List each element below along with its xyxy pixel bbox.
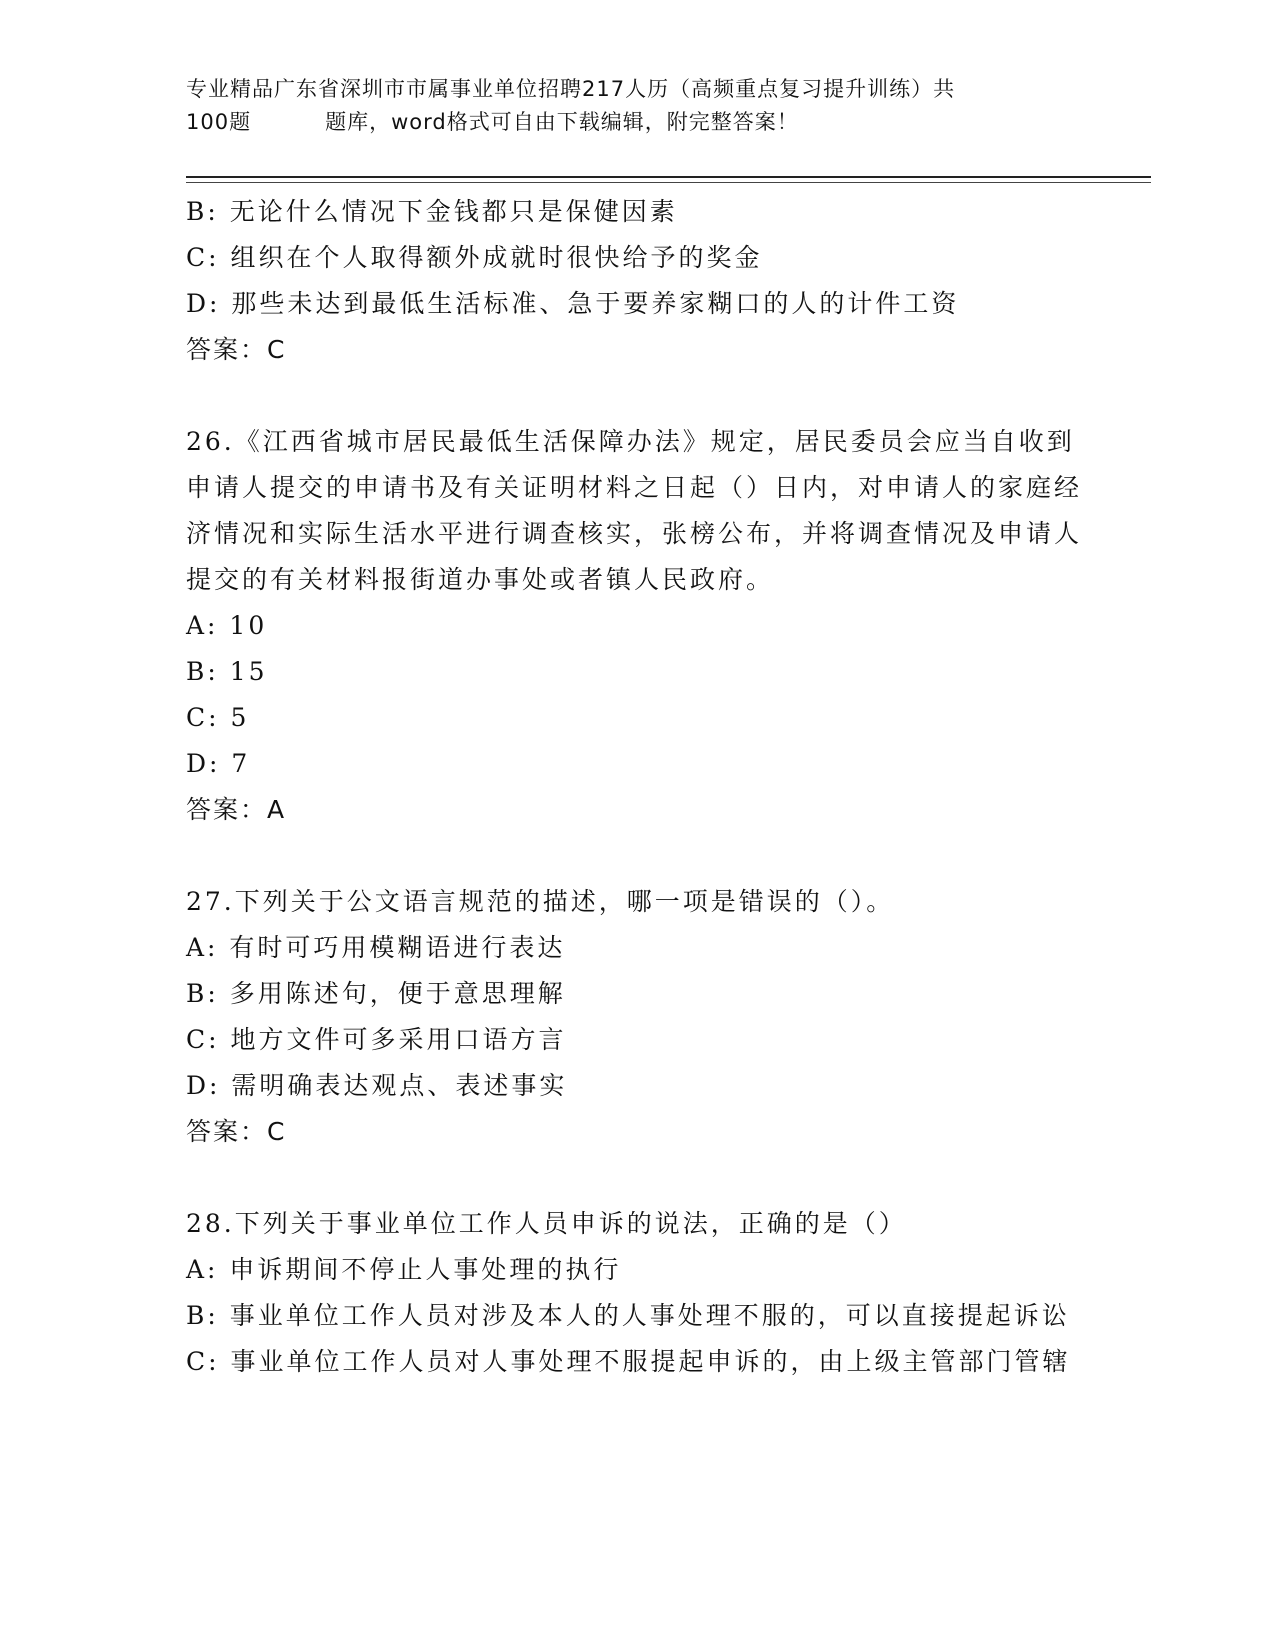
option-c: C: 5 [186, 703, 250, 732]
question-stem: 28.下列关于事业单位工作人员申诉的说法，正确的是（） [186, 1209, 907, 1238]
question-27 [186, 879, 1086, 1155]
header-rule-thick [186, 176, 1151, 178]
answer: 答案：C [186, 1117, 287, 1146]
option-d: D: 7 [186, 749, 251, 778]
question-25-tail [186, 189, 1086, 373]
question-26 [186, 419, 1086, 833]
option-a: A: 10 [186, 611, 268, 640]
header-line-2 [186, 106, 1066, 139]
question-stem: 27.下列关于公文语言规范的描述，哪一项是错误的（）。 [186, 887, 895, 916]
option-b: B: 无论什么情况下金钱都只是保健因素 [186, 197, 678, 226]
option-d: D: 那些未达到最低生活标准、急于要养家糊口的人的计件工资 [186, 289, 960, 318]
header-rule-thin [186, 182, 1151, 183]
option-b: B: 事业单位工作人员对涉及本人的人事处理不服的，可以直接提起诉讼 [186, 1301, 1070, 1330]
option-c: C: 地方文件可多采用口语方言 [186, 1025, 567, 1054]
header-line-1: 专业精品广东省深圳市市属事业单位招聘217人历（高频重点复习提升训练）共 [186, 77, 956, 101]
option-d: D: 需明确表达观点、表述事实 [186, 1071, 568, 1100]
answer: 答案：A [186, 795, 287, 824]
document-header [186, 73, 1066, 139]
option-a: A: 有时可巧用模糊语进行表达 [186, 933, 566, 962]
question-stem: 26.《江西省城市居民最低生活保障办法》规定，居民委员会应当自收到申请人提交的申请书及有关证明材料之日起（）日内，对申请人的家庭经济情况和实际生活水平进行调查核实，张榜公布，并将调查情况及申请人提交的有关材料报街道办事处或者镇人民政府。 [186, 427, 1083, 594]
option-b: B: 15 [186, 657, 268, 686]
question-content [186, 189, 1086, 1385]
answer: 答案：C [186, 335, 287, 364]
option-c: C: 事业单位工作人员对人事处理不服提起申诉的，由上级主管部门管辖 [186, 1347, 1071, 1376]
option-c: C: 组织在个人取得额外成就时很快给予的奖金 [186, 243, 763, 272]
option-b: B: 多用陈述句，便于意思理解 [186, 979, 566, 1008]
question-28 [186, 1201, 1086, 1385]
header-description: 题库，word格式可自由下载编辑，附完整答案！ [325, 110, 799, 134]
option-a: A: 申诉期间不停止人事处理的执行 [186, 1255, 622, 1284]
header-question-count: 100题 [186, 110, 252, 134]
